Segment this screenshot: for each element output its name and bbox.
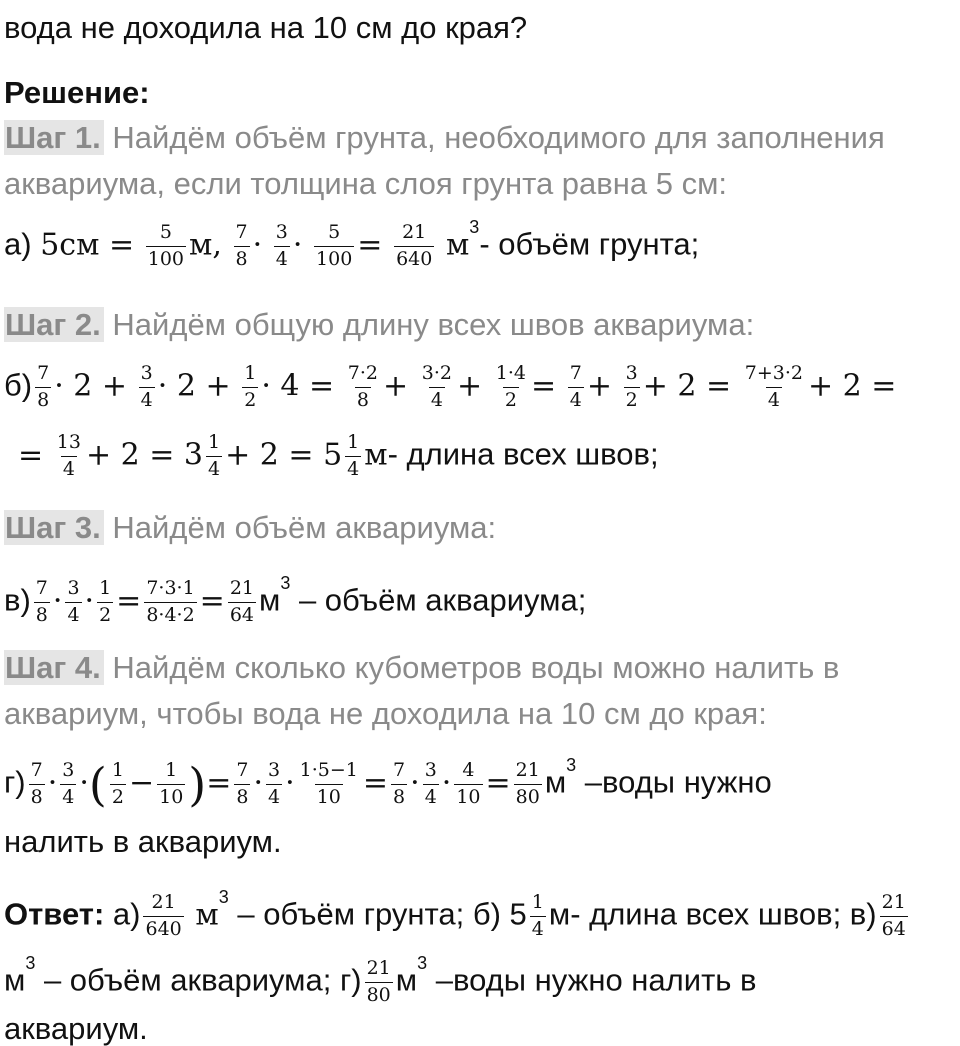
fraction <box>97 578 113 627</box>
formula-b2 <box>4 432 659 481</box>
fraction <box>143 892 183 941</box>
exponent: 3 <box>280 573 291 593</box>
formula-b-prefix: б) <box>4 367 33 403</box>
denominator: 4 <box>569 388 582 411</box>
denominator: 640 <box>396 247 433 270</box>
exponent: 3 <box>417 953 428 973</box>
equals-operator: = <box>199 583 225 619</box>
dot-operator: · <box>47 765 58 801</box>
dot-operator: · <box>441 765 452 801</box>
fraction <box>157 760 185 809</box>
numerator: 3 <box>140 362 153 384</box>
denominator: 80 <box>515 785 540 808</box>
answer-a-tail: – объём грунта; б) 5 <box>228 896 527 932</box>
equals-operator: = <box>362 765 389 801</box>
answer-line-1 <box>4 887 911 941</box>
denominator: 2 <box>504 388 517 411</box>
right-paren: ) <box>188 757 207 812</box>
denominator: 10 <box>316 785 341 808</box>
exponent: 3 <box>25 953 36 973</box>
numerator: 7 <box>236 759 249 781</box>
dot-operator: · <box>84 583 95 619</box>
numerator: 1 <box>347 431 360 453</box>
formula-term: + 2 = 3 <box>85 437 204 473</box>
denominator: 2 <box>625 388 638 411</box>
fraction <box>35 363 51 412</box>
formula-d-prefix: г) <box>4 764 26 800</box>
denominator: 8 <box>393 785 406 808</box>
step1-label: Шаг 1. <box>4 120 104 155</box>
numerator: 21 <box>515 759 540 781</box>
equals-operator: = <box>357 227 383 263</box>
numerator: 1·4 <box>495 362 526 384</box>
numerator: 21 <box>229 577 254 599</box>
step4-line-2 <box>4 698 767 729</box>
numerator: 1 <box>208 431 221 453</box>
fraction <box>514 760 542 809</box>
denominator: 8 <box>37 388 50 411</box>
numerator: 1 <box>531 891 544 913</box>
denominator: 4 <box>424 785 437 808</box>
formula-c <box>4 573 587 627</box>
formula-a <box>4 217 700 271</box>
denominator: 4 <box>268 785 281 808</box>
formula-term: + 2 = <box>642 368 732 404</box>
dot-operator: · <box>410 765 420 801</box>
unit-m: м <box>259 582 281 618</box>
denominator: 8 <box>236 785 249 808</box>
numerator: 5 <box>328 221 341 243</box>
dot-operator: · <box>52 583 63 619</box>
denominator: 100 <box>147 247 184 270</box>
exponent: 3 <box>469 217 480 237</box>
answer-a-prefix: а) <box>112 896 141 932</box>
fraction <box>743 363 805 412</box>
fraction <box>234 222 250 271</box>
fraction <box>65 578 81 627</box>
formula-term: · 4 = <box>261 368 335 404</box>
denominator: 4 <box>140 388 153 411</box>
formula-a-unit: м, <box>189 227 222 263</box>
unit-m: м <box>195 897 219 933</box>
numerator: 7·3·1 <box>146 577 195 599</box>
denominator: 4 <box>62 457 75 480</box>
minus-operator: − <box>128 765 155 801</box>
denominator: 2 <box>99 603 112 626</box>
step2-line <box>4 309 754 340</box>
step3-line <box>4 512 496 543</box>
left-paren: ( <box>88 757 107 812</box>
exponent: 3 <box>218 887 229 907</box>
unit-m: м <box>395 962 418 998</box>
step4-text-b: аквариум, чтобы вода не доходила на 10 см до края: <box>4 696 767 731</box>
equals-operator: = <box>206 765 232 801</box>
denominator: 2 <box>111 785 124 808</box>
fraction <box>144 578 196 627</box>
equals-operator: = <box>116 583 142 619</box>
denominator: 64 <box>229 603 254 626</box>
denominator: 80 <box>366 983 391 1006</box>
fraction <box>624 363 640 412</box>
fraction <box>346 363 380 412</box>
numerator: 3 <box>67 577 80 599</box>
formula-term: + 2 = 5 <box>225 437 343 473</box>
formula-term: · 2 + <box>54 368 128 404</box>
formula-term: + <box>586 368 612 404</box>
numerator: 7·2 <box>347 362 378 384</box>
exponent: 3 <box>566 755 577 775</box>
step4-line-1 <box>4 652 839 683</box>
denominator: 8 <box>30 785 43 808</box>
denominator: 4 <box>767 388 780 411</box>
fraction <box>242 363 258 412</box>
answer-b-tail: м- длина всех швов; в) <box>548 896 877 932</box>
formula-c-tail: – объём аквариума; <box>290 582 587 618</box>
unit-m: м <box>364 437 388 473</box>
denominator: 100 <box>316 247 353 270</box>
step2-label: Шаг 2. <box>4 307 104 342</box>
denominator: 8 <box>35 603 48 626</box>
answer-line2-tail: – объём аквариума; г) <box>35 962 362 998</box>
fraction <box>568 363 584 412</box>
step1-text-a: Найдём объём грунта, необходимого для заполнения <box>112 120 885 155</box>
dot-operator: · <box>292 227 303 263</box>
dot-operator: · <box>79 765 89 801</box>
dot-operator: · <box>252 227 263 263</box>
numerator: 1 <box>99 577 112 599</box>
unit-m: м <box>4 962 26 998</box>
step3-label: Шаг 3. <box>4 510 104 545</box>
intro-text: вода не доходила на 10 см до края? <box>4 10 528 45</box>
fraction <box>34 578 50 627</box>
formula-term: · 2 + <box>157 368 231 404</box>
formula-b-tail: - длина всех швов; <box>387 436 659 472</box>
formula-a-tail: - объём грунта; <box>479 226 700 262</box>
numerator: 3·2 <box>421 362 452 384</box>
step1-line-2 <box>4 168 727 199</box>
fraction <box>454 760 482 809</box>
numerator: 21 <box>402 221 427 243</box>
numerator: 5 <box>159 221 172 243</box>
fraction <box>298 760 360 809</box>
fraction <box>365 958 393 1007</box>
numerator: 21 <box>151 891 176 913</box>
formula-term: + <box>456 368 483 404</box>
formula-term: = <box>18 437 44 473</box>
answer-line-2 <box>4 953 757 1007</box>
answer-d-tail: –воды нужно налить в <box>427 962 757 998</box>
denominator: 4 <box>67 603 80 626</box>
denominator: 8·4·2 <box>146 603 195 626</box>
answer-line3-text: аквариум. <box>4 1011 148 1046</box>
numerator: 1 <box>111 759 124 781</box>
numerator: 4 <box>462 759 475 781</box>
denominator: 10 <box>159 785 184 808</box>
unit-m: м <box>445 227 470 263</box>
fraction <box>530 892 546 941</box>
step1-line-1 <box>4 122 885 153</box>
fraction <box>266 760 282 809</box>
fraction <box>29 760 45 809</box>
fraction <box>60 760 76 809</box>
numerator: 7 <box>569 362 582 384</box>
formula-c-prefix: в) <box>4 582 31 618</box>
denominator: 8 <box>356 388 369 411</box>
fraction <box>314 222 354 271</box>
fraction <box>139 363 155 412</box>
denominator: 10 <box>456 785 481 808</box>
fraction <box>206 432 222 481</box>
step4-text-a: Найдём сколько кубометров воды можно налить в <box>112 650 840 685</box>
numerator: 1 <box>165 759 178 781</box>
numerator: 7 <box>35 577 48 599</box>
fraction <box>228 578 256 627</box>
step2-text: Найдём общую длину всех швов аквариума: <box>112 307 755 342</box>
unit-m: м <box>544 764 567 800</box>
numerator: 3 <box>268 759 281 781</box>
formula-term: + 2 = <box>807 368 897 404</box>
numerator: 21 <box>881 891 906 913</box>
denominator: 4 <box>62 785 75 808</box>
fraction <box>394 222 434 271</box>
fraction <box>420 363 454 412</box>
fraction <box>146 222 186 271</box>
formula-d-tail: –воды нужно <box>576 764 772 800</box>
fraction <box>494 363 528 412</box>
fraction <box>880 892 908 941</box>
solution-heading-text: Решение: <box>4 75 150 110</box>
step4-label: Шаг 4. <box>4 650 104 685</box>
numerator: 7 <box>235 221 248 243</box>
numerator: 1 <box>244 362 257 384</box>
numerator: 7 <box>30 759 43 781</box>
answer-label: Ответ: <box>4 896 105 932</box>
fraction <box>274 222 290 271</box>
formula-d-line-2 <box>4 826 282 857</box>
denominator: 4 <box>531 917 544 940</box>
numerator: 21 <box>366 957 391 979</box>
formula-a-prefix: а) <box>4 226 32 262</box>
numerator: 3 <box>62 759 75 781</box>
formula-d-tail-2: налить в аквариум. <box>4 824 282 859</box>
numerator: 7 <box>393 759 406 781</box>
denominator: 8 <box>235 247 248 270</box>
numerator: 3 <box>424 759 437 781</box>
fraction <box>110 760 126 809</box>
fraction <box>423 760 439 809</box>
formula-term: = <box>530 368 557 404</box>
fraction <box>391 760 407 809</box>
answer-line-3 <box>4 1013 148 1044</box>
numerator: 7+3·2 <box>744 362 803 384</box>
denominator: 4 <box>275 247 288 270</box>
dot-operator: · <box>285 765 295 801</box>
numerator: 1·5−1 <box>299 759 358 781</box>
fraction <box>55 432 83 481</box>
denominator: 2 <box>244 388 257 411</box>
fraction <box>345 432 361 481</box>
step3-text: Найдём объём аквариума: <box>112 510 497 545</box>
numerator: 7 <box>37 362 50 384</box>
dot-operator: · <box>253 765 264 801</box>
numerator: 13 <box>56 431 81 453</box>
formula-term: + <box>383 368 409 404</box>
step1-text-b: аквариума, если толщина слоя грунта равна 5 см: <box>4 166 728 201</box>
numerator: 3 <box>625 362 638 384</box>
fraction <box>234 760 250 809</box>
intro-line <box>4 12 527 43</box>
formula-d <box>4 755 772 812</box>
numerator: 3 <box>275 221 288 243</box>
solution-heading <box>4 77 150 108</box>
denominator: 64 <box>881 917 906 940</box>
formula-b1 <box>4 363 896 412</box>
denominator: 4 <box>347 457 360 480</box>
denominator: 4 <box>208 457 221 480</box>
denominator: 640 <box>145 917 182 940</box>
equals-operator: = <box>485 765 511 801</box>
formula-a-lhs: 5см = <box>40 227 135 263</box>
denominator: 4 <box>430 388 443 411</box>
